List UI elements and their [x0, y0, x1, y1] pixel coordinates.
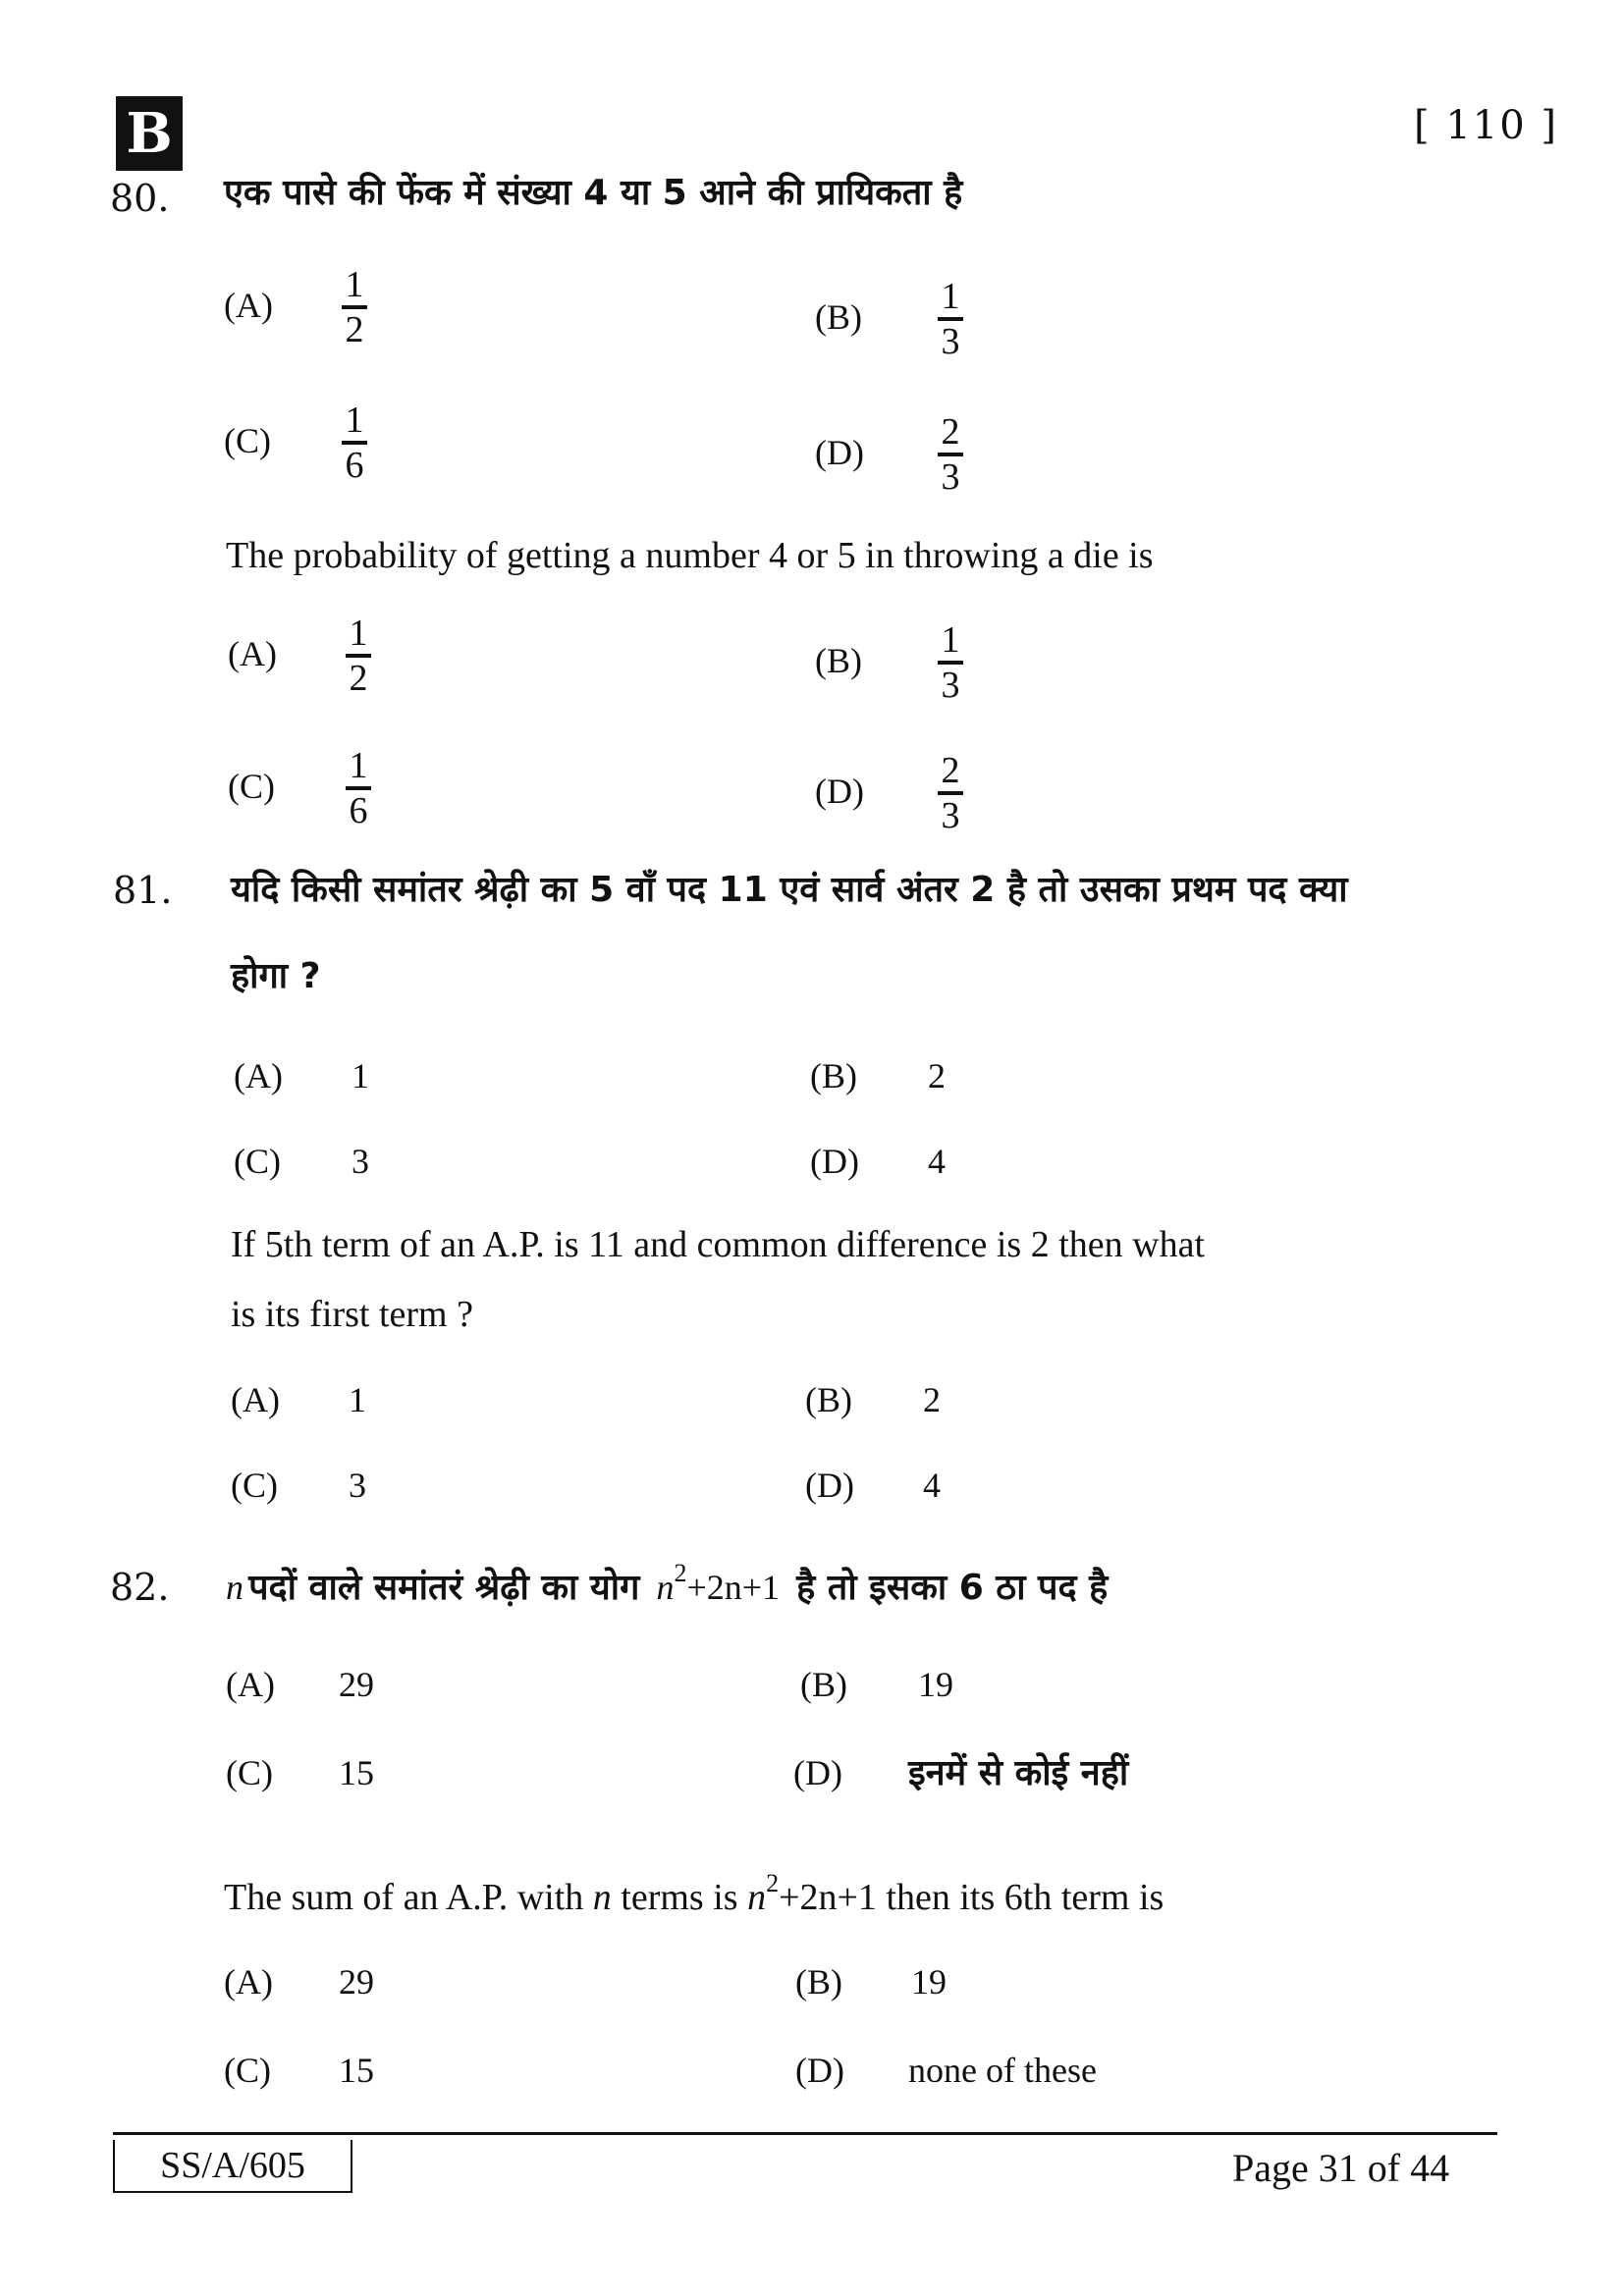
option-value: 2 [923, 1380, 941, 1419]
variable-n: n [226, 1568, 244, 1607]
option-label: (A) [224, 1962, 273, 2002]
option-label: (D) [815, 433, 864, 472]
option-label: (D) [795, 2051, 844, 2090]
fraction: 1 6 [342, 400, 367, 485]
option-value: 3 [352, 1142, 369, 1181]
option-label: (C) [234, 1142, 281, 1181]
question-text-hindi: एक पासे की फेंक में संख्या 4 या 5 आने की प्रायिकता है [224, 173, 963, 213]
option-label: (A) [224, 286, 273, 325]
option-label: (B) [805, 1380, 852, 1419]
english-text: The sum of an A.P. with [224, 1877, 584, 1918]
option-label: (C) [224, 421, 271, 460]
option-label: (A) [234, 1056, 283, 1095]
question-text-hindi-line2: होगा ? [231, 956, 321, 996]
option-value: 15 [339, 2051, 374, 2090]
question-text-hindi [226, 1559, 1108, 1610]
english-text: then its 6th term is [886, 1877, 1164, 1918]
formula: $n^2+2n+1$ [747, 1869, 877, 1918]
page-number: Page 31 of 44 [1232, 2146, 1450, 2190]
option-label: (B) [800, 1665, 847, 1704]
option-value: 19 [918, 1665, 953, 1704]
fraction: 2 3 [938, 412, 963, 497]
question-number: 82. [110, 1566, 170, 1609]
set-badge: B [116, 96, 183, 171]
question-number: 81. [113, 869, 173, 912]
hindi-text: पदों वाले समांतरं श्रेढ़ी का योग [248, 1568, 640, 1608]
option-label: (B) [815, 297, 862, 337]
option-label: (B) [815, 641, 862, 680]
option-label: (D) [810, 1142, 859, 1181]
fraction: 1 3 [938, 620, 963, 705]
option-label: (D) [793, 1753, 842, 1792]
english-text: terms is [621, 1877, 738, 1918]
question-text-english-line1: If 5th term of an A.P. is 11 and common difference is 2 then what [231, 1224, 1206, 1265]
variable-n: n [592, 1877, 612, 1918]
option-value: इनमें से कोई नहीं [908, 1753, 1129, 1793]
page-code: [ 110 ] [1414, 103, 1558, 148]
fraction: 1 3 [938, 277, 963, 361]
formula: $n^2+2n+1$ [656, 1559, 781, 1607]
option-value: 15 [339, 1753, 374, 1792]
option-value: 4 [928, 1142, 946, 1181]
fraction: 2 3 [938, 751, 963, 835]
option-value: 4 [923, 1466, 941, 1505]
option-value: 3 [349, 1466, 366, 1505]
option-value: 1 [352, 1056, 369, 1095]
option-label: (D) [805, 1466, 854, 1505]
option-value: 2 [928, 1056, 946, 1095]
question-text-english [224, 1848, 1164, 1933]
question-number: 80. [110, 177, 170, 220]
option-value: 19 [911, 1962, 947, 2002]
footer-divider [113, 2132, 1497, 2135]
option-label: (C) [228, 767, 275, 806]
option-label: (D) [815, 772, 864, 811]
fraction: 1 6 [346, 746, 371, 830]
fraction: 1 2 [346, 614, 371, 698]
option-value: 29 [339, 1665, 374, 1704]
question-text-english: The probability of getting a number 4 or 5 in throwing a die is [226, 535, 1154, 576]
option-value: 29 [339, 1962, 374, 2002]
option-label: (B) [795, 1962, 842, 2002]
question-text-hindi-line1: यदि किसी समांतर श्रेढ़ी का 5 वाँ पद 11 एवं सार्व अंतर 2 है तो उसका प्रथम पद क्या [231, 870, 1348, 910]
option-label: (A) [228, 634, 277, 673]
option-label: (A) [231, 1380, 280, 1419]
option-label: (C) [226, 1753, 273, 1792]
hindi-text: है तो इसका 6 ठा पद है [796, 1568, 1109, 1608]
option-value: none of these [908, 2051, 1097, 2090]
option-label: (C) [231, 1466, 278, 1505]
option-value: 1 [349, 1380, 366, 1419]
question-text-english-line2: is its first term ? [231, 1294, 473, 1335]
paper-code: SS/A/605 [113, 2140, 352, 2193]
option-label: (A) [226, 1665, 275, 1704]
fraction: 1 2 [342, 265, 367, 349]
option-label: (B) [810, 1056, 857, 1095]
option-label: (C) [224, 2051, 271, 2090]
